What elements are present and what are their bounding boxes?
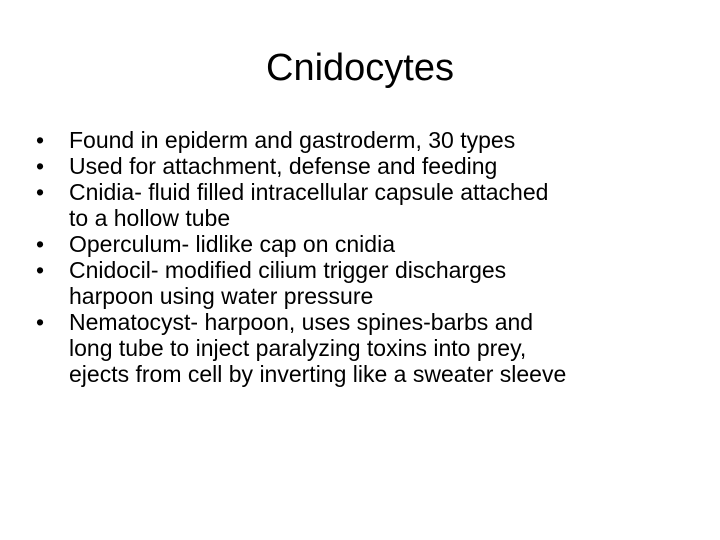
bullet-item xyxy=(36,127,686,153)
bullet-line: ejects from cell by inverting like a sweater sleeve xyxy=(69,361,567,387)
bullet-icon: • xyxy=(36,127,45,153)
bullet-icon: • xyxy=(36,309,45,335)
slide-title: Cnidocytes xyxy=(266,47,454,89)
bullet-item xyxy=(36,257,686,309)
bullet-icon: • xyxy=(36,257,45,283)
bullet-line: harpoon using water pressure xyxy=(69,283,374,309)
bullet-icon: • xyxy=(36,231,45,257)
bullet-line: Found in epiderm and gastroderm, 30 types xyxy=(69,127,516,153)
bullet-line: Operculum- lidlike cap on cnidia xyxy=(69,231,395,257)
bullet-line: to a hollow tube xyxy=(69,205,231,231)
bullet-line: Used for attachment, defense and feeding xyxy=(69,153,498,179)
bullet-list xyxy=(36,127,686,387)
bullet-item xyxy=(36,231,686,257)
bullet-line: Nematocyst- harpoon, uses spines-barbs and xyxy=(69,309,534,335)
bullet-item xyxy=(36,179,686,231)
bullet-line: Cnidia- fluid filled intracellular capsule attached xyxy=(69,179,549,205)
bullet-item xyxy=(36,309,686,387)
bullet-icon: • xyxy=(36,153,45,179)
bullet-item xyxy=(36,153,686,179)
bullet-line: Cnidocil- modified cilium trigger discharges xyxy=(69,257,507,283)
bullet-line: long tube to inject paralyzing toxins into prey, xyxy=(69,335,527,361)
bullet-icon: • xyxy=(36,179,45,205)
